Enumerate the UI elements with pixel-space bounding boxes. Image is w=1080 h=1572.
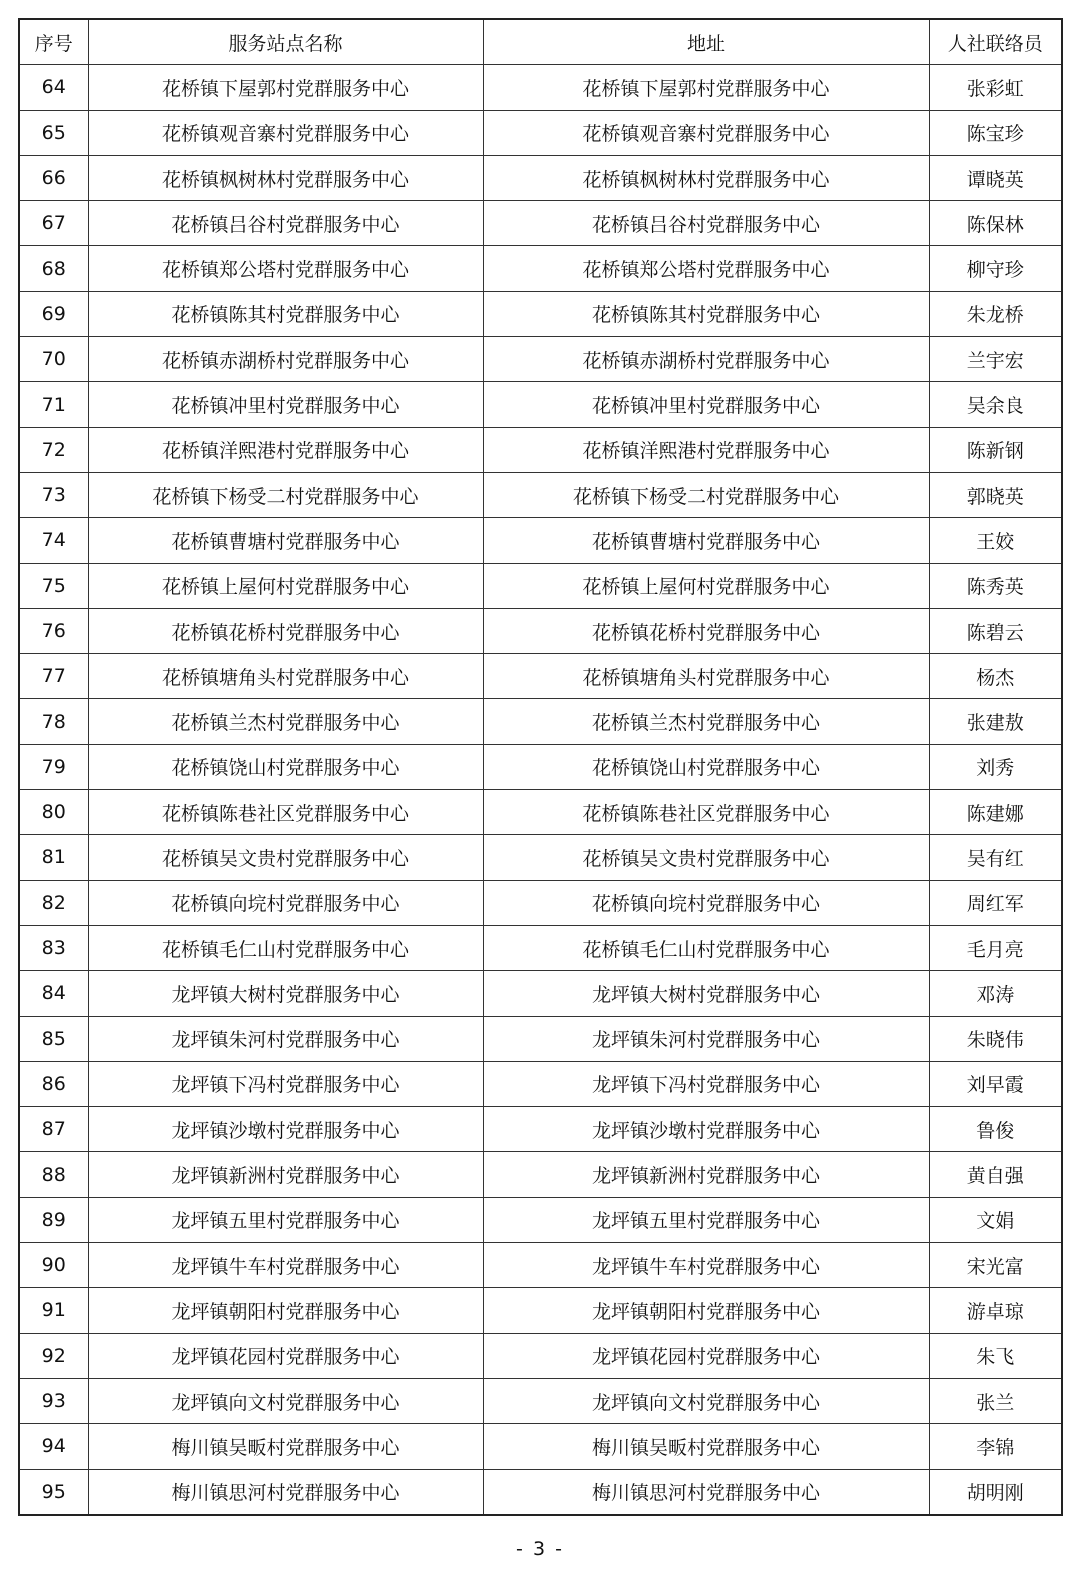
serial-number-cell: 84 (19, 971, 88, 1016)
liaison-cell: 刘早霞 (929, 1061, 1062, 1106)
serial-number-cell: 81 (19, 835, 88, 880)
liaison-cell: 朱飞 (929, 1333, 1062, 1378)
liaison-cell: 陈建娜 (929, 790, 1062, 835)
serial-number-cell: 83 (19, 925, 88, 970)
serial-number-cell: 95 (19, 1469, 88, 1515)
table-row (19, 699, 1062, 744)
serial-number-cell: 64 (19, 65, 88, 110)
station-name-cell: 花桥镇吕谷村党群服务中心 (88, 201, 483, 246)
station-name-cell: 花桥镇下屋郭村党群服务中心 (88, 65, 483, 110)
station-name-cell: 花桥镇塘角头村党群服务中心 (88, 654, 483, 699)
station-name-cell: 龙坪镇牛车村党群服务中心 (88, 1243, 483, 1288)
station-name-cell: 花桥镇观音寨村党群服务中心 (88, 110, 483, 155)
station-name-cell: 龙坪镇沙墩村党群服务中心 (88, 1107, 483, 1152)
serial-number-cell: 88 (19, 1152, 88, 1197)
address-cell: 龙坪镇五里村党群服务中心 (483, 1197, 929, 1242)
page-number: - 3 - (516, 1538, 564, 1560)
address-cell: 花桥镇陈巷社区党群服务中心 (483, 790, 929, 835)
serial-number-cell: 77 (19, 654, 88, 699)
table-row (19, 291, 1062, 336)
liaison-cell: 宋光富 (929, 1243, 1062, 1288)
serial-number-cell: 79 (19, 744, 88, 789)
serial-number-cell: 69 (19, 291, 88, 336)
address-cell: 花桥镇兰杰村党群服务中心 (483, 699, 929, 744)
table-row (19, 1333, 1062, 1378)
address-cell: 花桥镇枫树林村党群服务中心 (483, 155, 929, 200)
liaison-cell: 陈宝珍 (929, 110, 1062, 155)
header-address: 地址 (483, 19, 929, 65)
serial-number-cell: 76 (19, 608, 88, 653)
liaison-cell: 刘秀 (929, 744, 1062, 789)
station-name-cell: 花桥镇毛仁山村党群服务中心 (88, 925, 483, 970)
table-row (19, 925, 1062, 970)
station-name-cell: 龙坪镇向文村党群服务中心 (88, 1378, 483, 1423)
table-row (19, 1243, 1062, 1288)
address-cell: 花桥镇郑公塔村党群服务中心 (483, 246, 929, 291)
serial-number-cell: 92 (19, 1333, 88, 1378)
serial-number-cell: 80 (19, 790, 88, 835)
address-cell: 花桥镇吕谷村党群服务中心 (483, 201, 929, 246)
address-cell: 龙坪镇牛车村党群服务中心 (483, 1243, 929, 1288)
header-serial-number: 序号 (19, 19, 88, 65)
address-cell: 花桥镇向垸村党群服务中心 (483, 880, 929, 925)
table-row (19, 337, 1062, 382)
liaison-cell: 柳守珍 (929, 246, 1062, 291)
table-row (19, 971, 1062, 1016)
table-row (19, 1152, 1062, 1197)
serial-number-cell: 68 (19, 246, 88, 291)
station-name-cell: 花桥镇枫树林村党群服务中心 (88, 155, 483, 200)
liaison-cell: 文娟 (929, 1197, 1062, 1242)
serial-number-cell: 66 (19, 155, 88, 200)
address-cell: 花桥镇花桥村党群服务中心 (483, 608, 929, 653)
table-row (19, 201, 1062, 246)
table-row (19, 563, 1062, 608)
serial-number-cell: 86 (19, 1061, 88, 1106)
serial-number-cell: 93 (19, 1378, 88, 1423)
table-header (19, 19, 1062, 65)
serial-number-cell: 73 (19, 472, 88, 517)
station-name-cell: 龙坪镇朱河村党群服务中心 (88, 1016, 483, 1061)
address-cell: 梅川镇吴畈村党群服务中心 (483, 1424, 929, 1469)
liaison-cell: 兰宇宏 (929, 337, 1062, 382)
station-name-cell: 花桥镇饶山村党群服务中心 (88, 744, 483, 789)
serial-number-cell: 72 (19, 427, 88, 472)
header-row (19, 19, 1062, 65)
serial-number-cell: 90 (19, 1243, 88, 1288)
table-row (19, 744, 1062, 789)
serial-number-cell: 75 (19, 563, 88, 608)
serial-number-cell: 91 (19, 1288, 88, 1333)
station-name-cell: 花桥镇花桥村党群服务中心 (88, 608, 483, 653)
serial-number-cell: 82 (19, 880, 88, 925)
liaison-cell: 鲁俊 (929, 1107, 1062, 1152)
liaison-cell: 郭晓英 (929, 472, 1062, 517)
liaison-cell: 陈秀英 (929, 563, 1062, 608)
liaison-cell: 朱龙桥 (929, 291, 1062, 336)
table-row (19, 427, 1062, 472)
station-name-cell: 龙坪镇花园村党群服务中心 (88, 1333, 483, 1378)
station-name-cell: 梅川镇思河村党群服务中心 (88, 1469, 483, 1515)
station-name-cell: 花桥镇洋熙港村党群服务中心 (88, 427, 483, 472)
table-row (19, 472, 1062, 517)
station-name-cell: 花桥镇下杨受二村党群服务中心 (88, 472, 483, 517)
serial-number-cell: 67 (19, 201, 88, 246)
address-cell: 花桥镇洋熙港村党群服务中心 (483, 427, 929, 472)
address-cell: 龙坪镇新洲村党群服务中心 (483, 1152, 929, 1197)
address-cell: 花桥镇观音寨村党群服务中心 (483, 110, 929, 155)
address-cell: 花桥镇曹塘村党群服务中心 (483, 518, 929, 563)
address-cell: 龙坪镇朱河村党群服务中心 (483, 1016, 929, 1061)
address-cell: 花桥镇毛仁山村党群服务中心 (483, 925, 929, 970)
table-row (19, 790, 1062, 835)
station-name-cell: 花桥镇陈其村党群服务中心 (88, 291, 483, 336)
table-row (19, 155, 1062, 200)
address-cell: 花桥镇冲里村党群服务中心 (483, 382, 929, 427)
station-name-cell: 龙坪镇新洲村党群服务中心 (88, 1152, 483, 1197)
station-name-cell: 龙坪镇大树村党群服务中心 (88, 971, 483, 1016)
station-name-cell: 花桥镇冲里村党群服务中心 (88, 382, 483, 427)
table-row (19, 246, 1062, 291)
liaison-cell: 胡明刚 (929, 1469, 1062, 1515)
address-cell: 花桥镇饶山村党群服务中心 (483, 744, 929, 789)
table-row (19, 1378, 1062, 1423)
liaison-cell: 王姣 (929, 518, 1062, 563)
serial-number-cell: 74 (19, 518, 88, 563)
liaison-cell: 周红军 (929, 880, 1062, 925)
address-cell: 龙坪镇朝阳村党群服务中心 (483, 1288, 929, 1333)
liaison-cell: 张兰 (929, 1378, 1062, 1423)
address-cell: 花桥镇下屋郭村党群服务中心 (483, 65, 929, 110)
table-row (19, 110, 1062, 155)
station-name-cell: 龙坪镇朝阳村党群服务中心 (88, 1288, 483, 1333)
liaison-cell: 陈新钢 (929, 427, 1062, 472)
address-cell: 龙坪镇向文村党群服务中心 (483, 1378, 929, 1423)
header-station-name: 服务站点名称 (88, 19, 483, 65)
table-row (19, 1424, 1062, 1469)
station-name-cell: 龙坪镇五里村党群服务中心 (88, 1197, 483, 1242)
table-row (19, 65, 1062, 110)
station-name-cell: 花桥镇郑公塔村党群服务中心 (88, 246, 483, 291)
serial-number-cell: 78 (19, 699, 88, 744)
station-name-cell: 花桥镇向垸村党群服务中心 (88, 880, 483, 925)
liaison-cell: 游卓琼 (929, 1288, 1062, 1333)
serial-number-cell: 94 (19, 1424, 88, 1469)
table-row (19, 1469, 1062, 1515)
liaison-cell: 吴有红 (929, 835, 1062, 880)
table-row (19, 654, 1062, 699)
serial-number-cell: 70 (19, 337, 88, 382)
address-cell: 花桥镇上屋何村党群服务中心 (483, 563, 929, 608)
table-row (19, 608, 1062, 653)
station-name-cell: 梅川镇吴畈村党群服务中心 (88, 1424, 483, 1469)
liaison-cell: 黄自强 (929, 1152, 1062, 1197)
serial-number-cell: 89 (19, 1197, 88, 1242)
table-row (19, 1197, 1062, 1242)
station-name-cell: 花桥镇上屋何村党群服务中心 (88, 563, 483, 608)
table-row (19, 1288, 1062, 1333)
address-cell: 梅川镇思河村党群服务中心 (483, 1469, 929, 1515)
liaison-cell: 毛月亮 (929, 925, 1062, 970)
table-row (19, 518, 1062, 563)
liaison-cell: 吴余良 (929, 382, 1062, 427)
table-row (19, 1107, 1062, 1152)
table-body (19, 65, 1062, 1515)
liaison-cell: 陈碧云 (929, 608, 1062, 653)
address-cell: 花桥镇吴文贵村党群服务中心 (483, 835, 929, 880)
address-cell: 龙坪镇沙墩村党群服务中心 (483, 1107, 929, 1152)
address-cell: 花桥镇塘角头村党群服务中心 (483, 654, 929, 699)
station-name-cell: 花桥镇吴文贵村党群服务中心 (88, 835, 483, 880)
liaison-cell: 谭晓英 (929, 155, 1062, 200)
serial-number-cell: 65 (19, 110, 88, 155)
table-row (19, 880, 1062, 925)
station-name-cell: 花桥镇赤湖桥村党群服务中心 (88, 337, 483, 382)
liaison-cell: 李锦 (929, 1424, 1062, 1469)
station-name-cell: 花桥镇兰杰村党群服务中心 (88, 699, 483, 744)
address-cell: 花桥镇下杨受二村党群服务中心 (483, 472, 929, 517)
table-row (19, 1061, 1062, 1106)
address-cell: 花桥镇陈其村党群服务中心 (483, 291, 929, 336)
serial-number-cell: 85 (19, 1016, 88, 1061)
address-cell: 龙坪镇大树村党群服务中心 (483, 971, 929, 1016)
station-name-cell: 花桥镇陈巷社区党群服务中心 (88, 790, 483, 835)
header-liaison: 人社联络员 (929, 19, 1062, 65)
liaison-cell: 朱晓伟 (929, 1016, 1062, 1061)
liaison-cell: 陈保林 (929, 201, 1062, 246)
table-row (19, 382, 1062, 427)
liaison-cell: 邓涛 (929, 971, 1062, 1016)
liaison-cell: 张彩虹 (929, 65, 1062, 110)
liaison-cell: 杨杰 (929, 654, 1062, 699)
serial-number-cell: 71 (19, 382, 88, 427)
address-cell: 龙坪镇下冯村党群服务中心 (483, 1061, 929, 1106)
service-station-table (18, 18, 1063, 1516)
address-cell: 龙坪镇花园村党群服务中心 (483, 1333, 929, 1378)
liaison-cell: 张建敖 (929, 699, 1062, 744)
table-row (19, 835, 1062, 880)
table-row (19, 1016, 1062, 1061)
serial-number-cell: 87 (19, 1107, 88, 1152)
address-cell: 花桥镇赤湖桥村党群服务中心 (483, 337, 929, 382)
station-name-cell: 龙坪镇下冯村党群服务中心 (88, 1061, 483, 1106)
station-name-cell: 花桥镇曹塘村党群服务中心 (88, 518, 483, 563)
